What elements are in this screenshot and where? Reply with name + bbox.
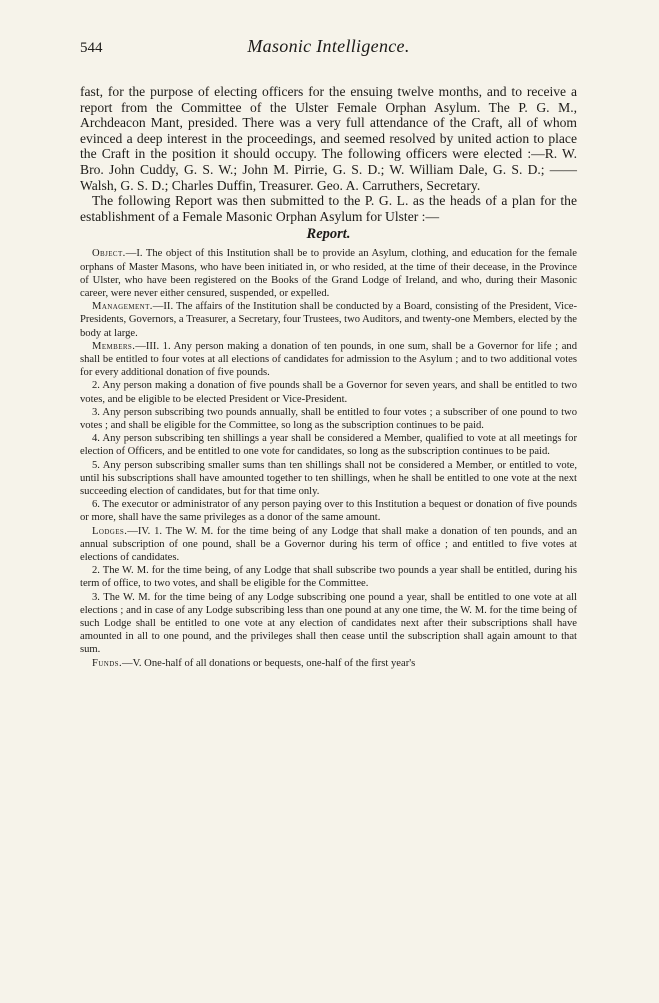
page-number: 544 [80, 40, 103, 56]
intro-paragraph: fast, for the purpose of electing officers for the ensuing twelve months, and to receive a report from the Committee of the Ulster Female Orphan Asylum. The P. G. M., Archdeacon Mant, presided. There was a very full attendance of the Craft, all of whom evinced a deep interest in the proceedings, and seemed resolved by united action to place the Craft in the position it should occupy. The following officers were elected :—R. W. Bro. John Cuddy, G. S. W.; John M. Pirrie, G. S. D.; W. William Dale, G. S. D.; —— Walsh, G. S. D.; Charles Duffin, Treasurer. Geo. A. Carruthers, Secretary. [80, 84, 577, 193]
section-lead: Management. [92, 301, 153, 313]
report-paragraph: Funds.—V. One-half of all donations or bequests, one-half of the first year's [92, 657, 416, 669]
report-heading: Report. [306, 226, 351, 243]
intro-text [80, 84, 577, 224]
report-paragraph: Object.—I. The object of this Institution shall be to provide an Asylum, clothing, and education for the female orphans of Master Masons, who have been initiated in, or who resided, at the time of their decease, in the Province of Ulster, who have been registered on the Books of the Grand Lodge of Ireland, and who, during their Masonic career, were never either censured, suspended, or expelled. [80, 248, 577, 299]
report-paragraph: Management.—II. The affairs of the Institution shall be conducted by a Board, consisting of the President, Vice-Presidents, Governors, a Treasurer, a Secretary, four Trustees, two Auditors, and twenty-one Members, elected by the body at large. [80, 301, 577, 339]
report-paragraph: 3. The W. M. for the time being of any Lodge subscribing one pound a year, shall be entitled to one vote at all elections ; and in case of any Lodge subscribing less than one pound at any one time, the W. M. for the time being of such Lodge shall be entitled to one vote at any election of candidates next after their subscriptions shall have amounted in all to one pound, and the privileges shall then cease until the subscription shall again amount to that sum. [80, 591, 577, 656]
report-paragraph: 4. Any person subscribing ten shillings a year shall be considered a Member, qualified to vote at all meetings for election of Officers, and be entitled to one vote for candidates, so long as the subscription continues to be paid. [80, 433, 577, 458]
journal-title: Masonic Intelligence. [247, 36, 410, 56]
report-paragraph: 3. Any person subscribing two pounds annually, shall be entitled to four votes ; a subscriber of one pound to two votes ; and shall be eligible for the Committee, so long as the subscription continues to be paid. [80, 406, 577, 431]
section-lead: Lodges. [92, 525, 128, 537]
report-body [80, 247, 577, 670]
section-lead: Object. [92, 248, 126, 260]
intro-paragraph: The following Report was then submitted to the P. G. L. as the heads of a plan for the establishment of a Female Masonic Orphan Asylum for Ulster :— [80, 193, 577, 224]
report-paragraph: 2. Any person making a donation of five pounds shall be a Governor for seven years, and shall be entitled to two votes, and be eligible to be elected President or Vice-President. [80, 380, 577, 405]
report-paragraph: Lodges.—IV. 1. The W. M. for the time being of any Lodge that shall make a donation of ten pounds, and an annual subscription of one pound, shall be a Governor during his term of office ; and entitled to five votes at elections of candidates. [80, 525, 577, 564]
report-paragraph: 5. Any person subscribing smaller sums than ten shillings shall not be considered a Member, or entitled to vote, until his subscriptions shall have amounted together to ten shillings, when he shall be entitled to one vote at the next succeeding election of candidates, but for that time only. [80, 459, 577, 497]
report-paragraph: Members.—III. 1. Any person making a donation of ten pounds, in one sum, shall be a Governor for life ; and shall be entitled to four votes at all elections of candidates for admission to the Asylum ; and to two additional votes for every additional donation of five pounds. [80, 340, 577, 379]
section-lead: Members. [92, 340, 136, 352]
report-paragraph: 2. The W. M. for the time being, of any Lodge that shall subscribe two pounds a year shall be entitled, during his term of office, to two votes, and shall be eligible for the Committee. [80, 565, 577, 590]
section-lead: Funds. [92, 657, 122, 669]
report-paragraph: 6. The executor or administrator of any person paying over to this Institution a bequest or donation of five pounds or more, shall have the same privileges as a donor of the same amount. [80, 499, 577, 524]
running-head [80, 32, 577, 62]
